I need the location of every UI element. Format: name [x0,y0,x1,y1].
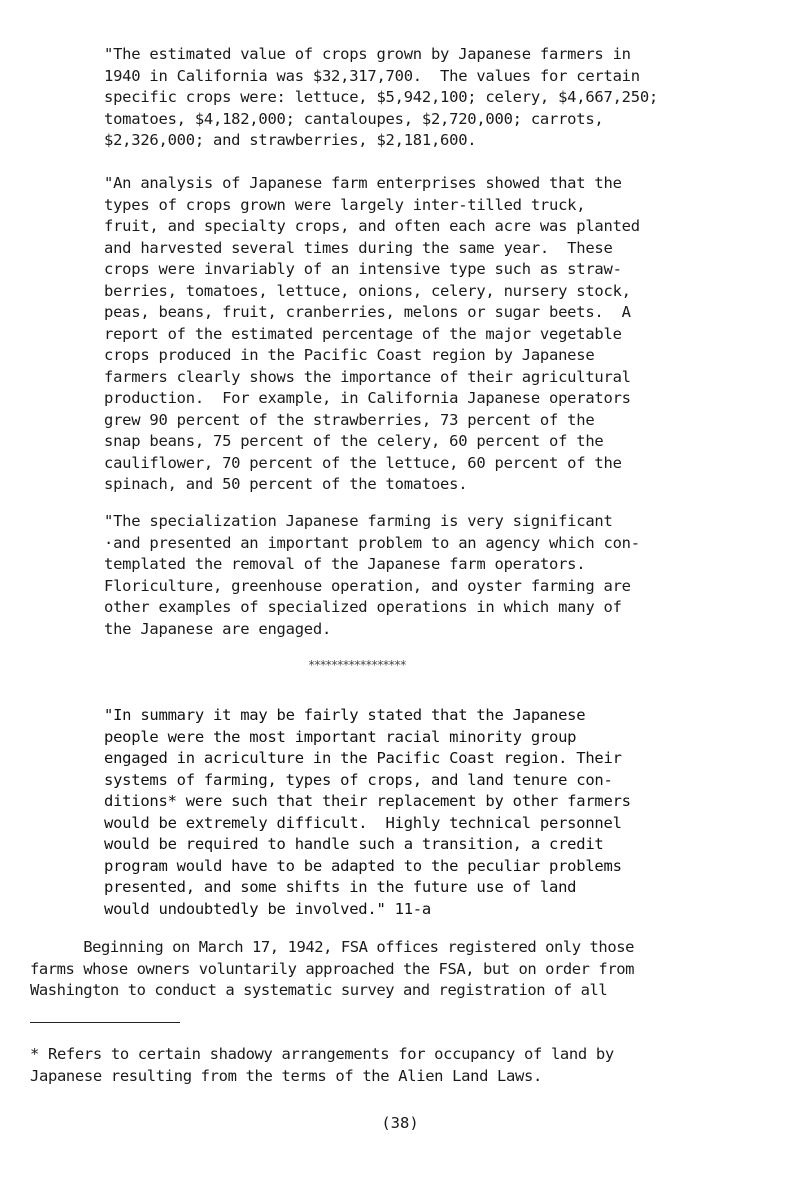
quote-summary: "In summary it may be fairly stated that the Japanese people were the most important racial minority group engaged in acriculture in the Pacific Coast region. Their systems of farming, types of crops, and land tenure con- ditions* were such that their replacement by other farmers would be extremely difficult. Highly technical personnel would be required to handle such a transition, a credit program would have to be adapted to the peculiar problems presented, and some shifts in the future use of land would undoubtedly be involved." 11-a [104,706,631,918]
quote-crop-values: "The estimated value of crops grown by Japanese farmers in 1940 in California was $32,317,700. The values for certain specific crops were: lettuce, $5,942,100; celery, $4,667,250; tomatoes, $4,182,000; cantaloupes, $2,720,000; carrots, $2,326,000; and strawberries, $2,181,600. [104,45,658,149]
quote-specialization: "The specialization Japanese farming is very significant ·and presented an important problem to an agency which con- templated the removal of the Japanese farm operators. Floriculture, greenhouse operation, and oyster farming are other examples of specialized operations in which many of the Japanese are engaged. [104,512,640,638]
quote-farm-analysis: "An analysis of Japanese farm enterprises showed that the types of crops grown were largely inter-tilled truck, fruit, and specialty crops, and often each acre was planted and harvested several times during the same year. These crops were invariably of an intensive type such as straw- berries, tomatoes, lettuce, onions, celery, nursery stock, peas, beans, fruit, cranberries, melons or sugar beets. A report of the estimated percentage of the major vegetable crops produced in the Pacific Coast region by Japanese farmers clearly shows the importance of their agricultural production. For example, in California Japanese operators grew 90 percent of the strawberries, 73 percent of the snap beans, 75 percent of the celery, 60 percent of the cauliflower, 70 percent of the lettuce, 60 percent of the spinach, and 50 percent of the tomatoes. [104,174,640,493]
asterisk-separator: ***************** [308,658,406,672]
page-number: (38) [381,1114,419,1132]
footnote-divider [30,1022,180,1023]
footnote: * Refers to certain shadowy arrangements for occupancy of land by Japanese resulting from the terms of the Alien Land Laws. [30,1045,614,1085]
body-paragraph: Beginning on March 17, 1942, FSA offices registered only those farms whose owners voluntarily approached the FSA, but on order from Washington to conduct a systematic survey and registration of all [30,938,634,999]
